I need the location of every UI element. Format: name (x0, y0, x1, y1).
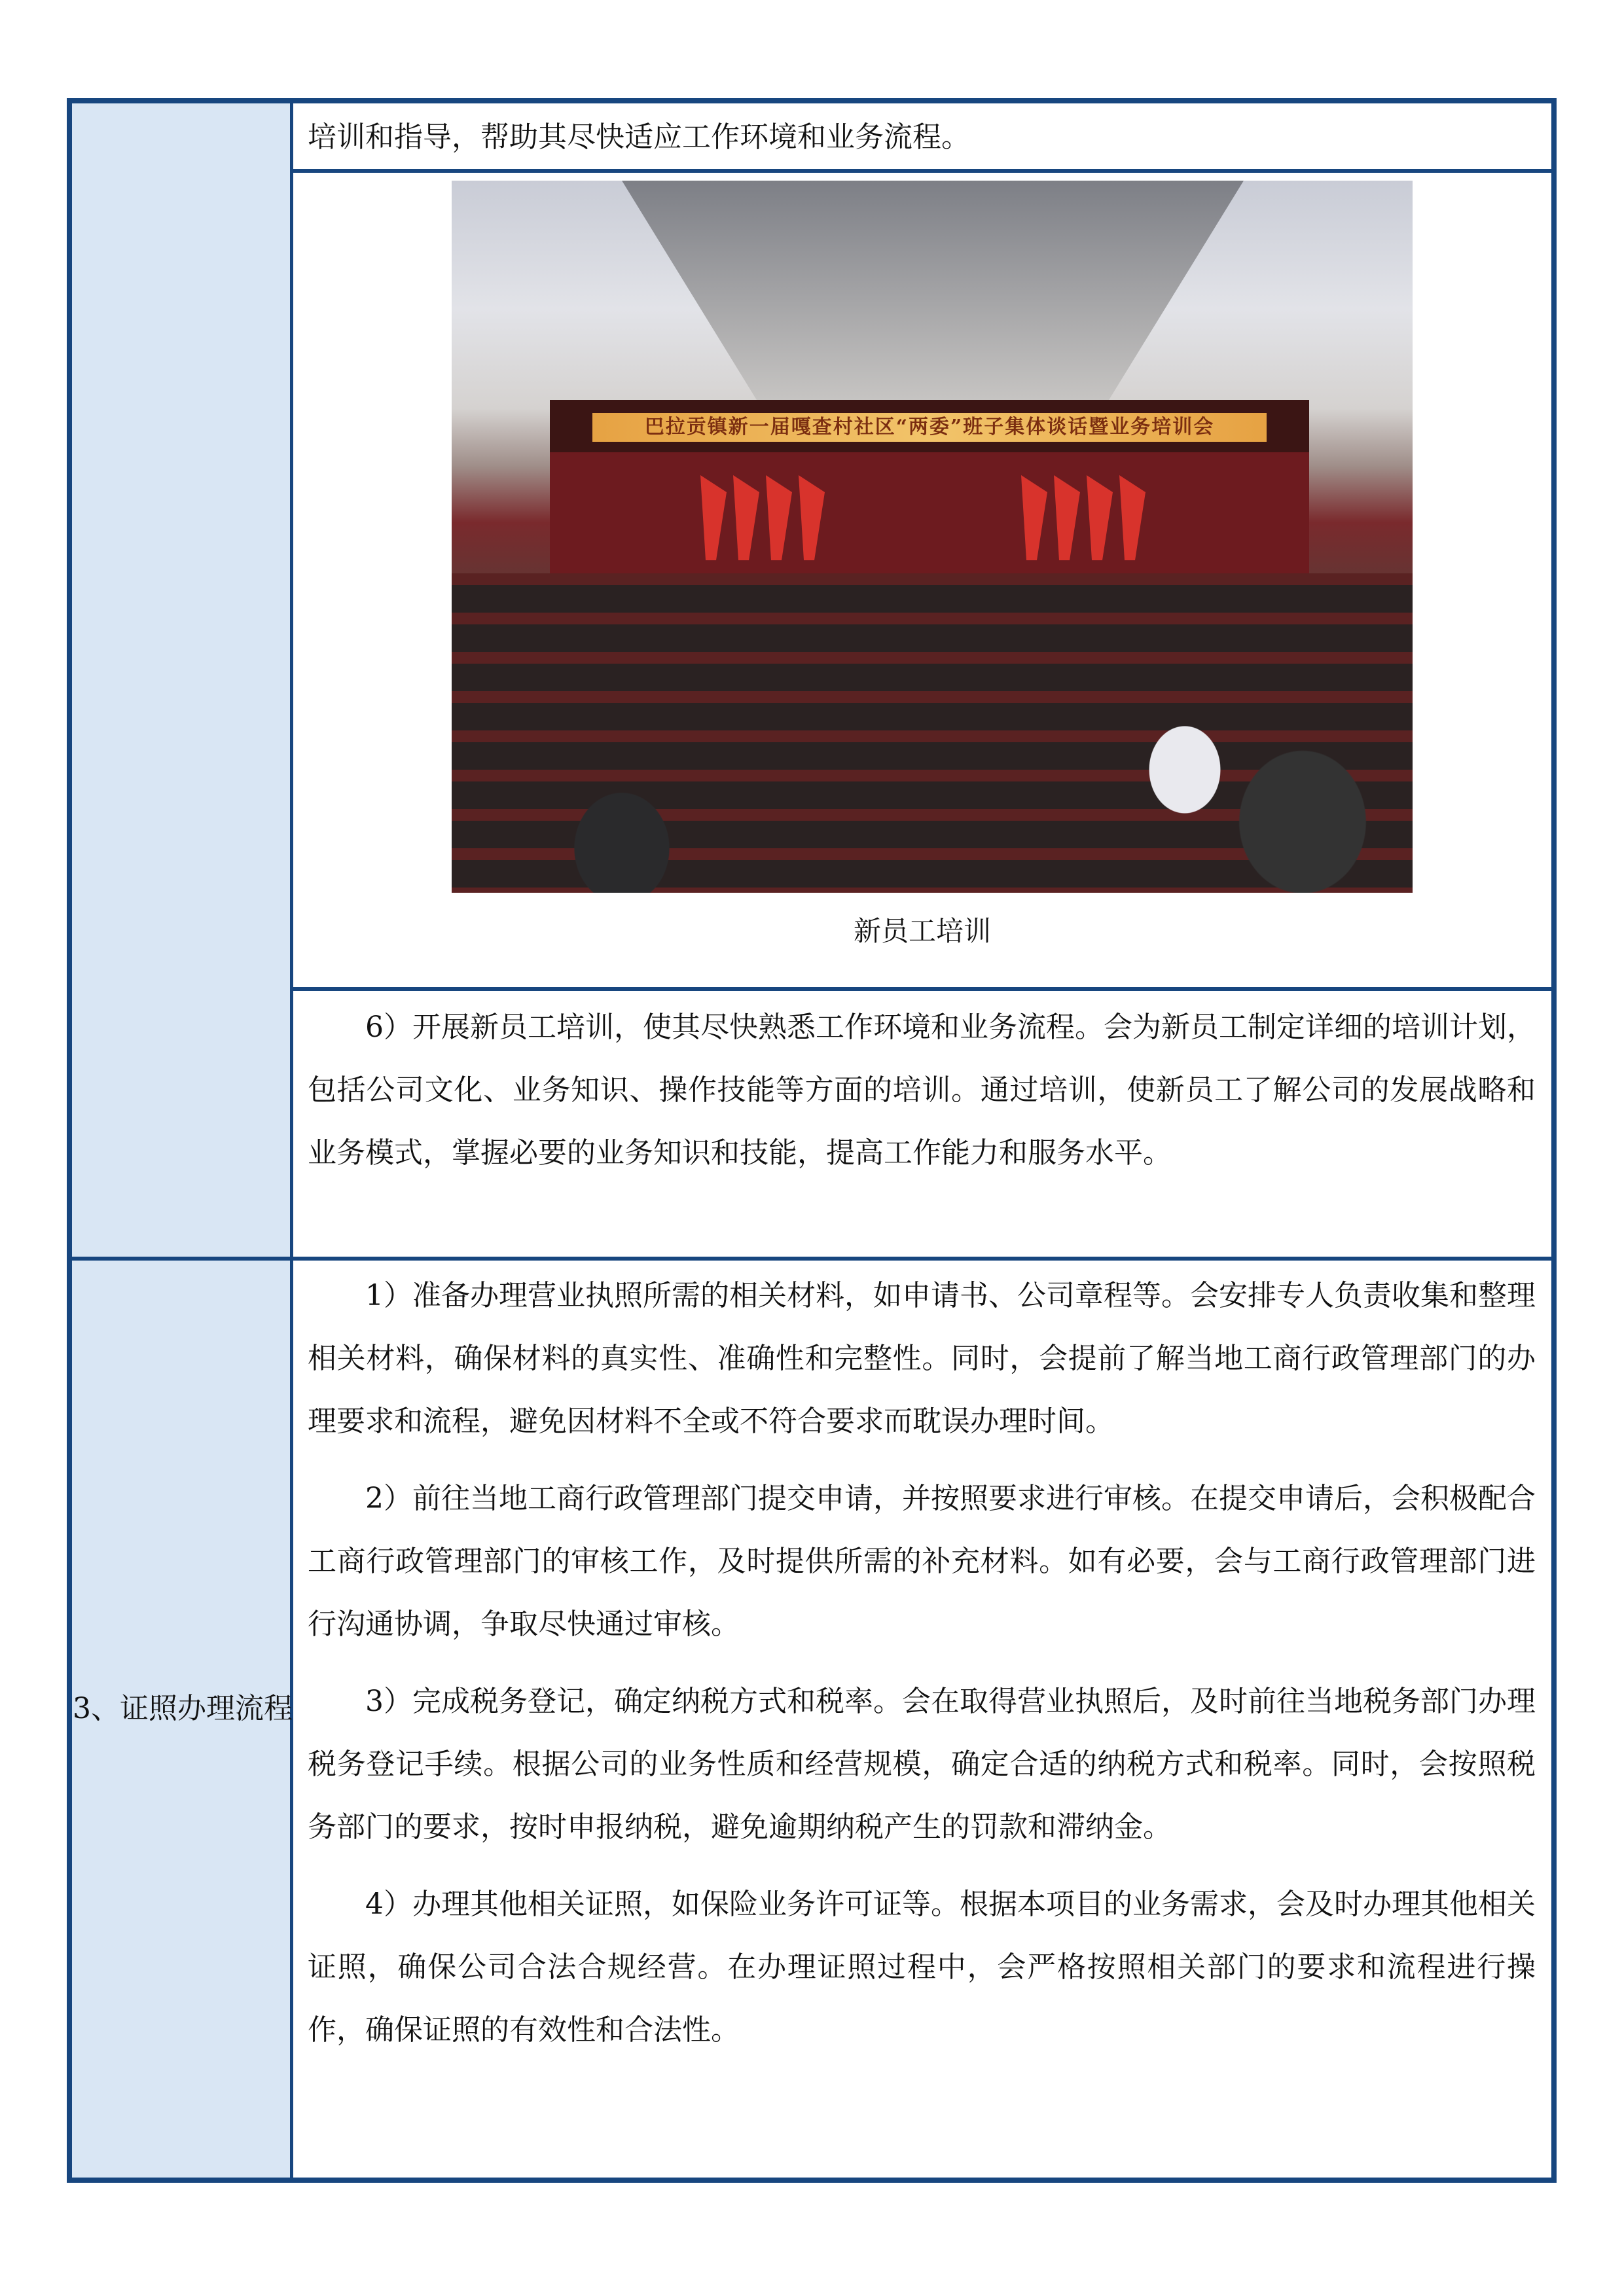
paragraph-1: 1）准备办理营业执照所需的相关材料，如申请书、公司章程等。会安排专人负责收集和整理相关材料，确保材料的真实性、准确性和完整性。同时，会提前了解当地工商行政管理部门的办理要求和流程，避免因材料不全或不符合要求而耽误办理时间。 (308, 1279, 1536, 1438)
banner-text: 巴拉贡镇新一届嘎查村社区“两委”班子集体谈话暨业务培训会 (592, 413, 1267, 442)
row-divider (293, 169, 1551, 173)
section-divider (72, 1257, 1551, 1261)
document-table (67, 98, 1557, 2183)
figure-caption: 新员工培训 (853, 915, 991, 947)
label-column (72, 103, 293, 2178)
continuation-text: 培训和指导，帮助其尽快适应工作环境和业务流程。 (308, 120, 970, 154)
ceiling (622, 181, 1244, 403)
training-photo (452, 181, 1413, 893)
row-divider (293, 987, 1551, 991)
paragraph-3: 3）完成税务登记，确定纳税方式和税率。会在取得营业执照后，及时前往当地税务部门办理税务登记手续。根据公司的业务性质和经营规模，确定合适的纳税方式和税率。同时，会按照税务部门的要求，按时申报纳税，避免逾期纳税产生的罚款和滞纳金。 (308, 1685, 1536, 1844)
training-paragraph: 6）开展新员工培训，使其尽快熟悉工作环境和业务流程。会为新员工制定详细的培训计划，包括公司文化、业务知识、操作技能等方面的培训。通过培训，使新员工了解公司的发展战略和业务模式，掌握必要的业务知识和技能，提高工作能力和服务水平。 (308, 1011, 1536, 1170)
paragraph-2: 2）前往当地工商行政管理部门提交申请，并按照要求进行审核。在提交申请后，会积极配合工商行政管理部门的审核工作，及时提供所需的补充材料。如有必要，会与工商行政管理部门进行沟通协调，争取尽快通过审核。 (308, 1482, 1536, 1641)
section3-content (308, 1265, 1536, 2062)
audience (452, 573, 1413, 893)
paragraph-4: 4）办理其他相关证照，如保险业务许可证等。根据本项目的业务需求，会及时办理其他相关证照，确保公司合法合规经营。在办理证照过程中，会严格按照相关部门的要求和流程进行操作，确保证照的有效性和合法性。 (308, 1888, 1536, 2047)
section-label: 3、证照办理流程 (73, 1692, 293, 1725)
